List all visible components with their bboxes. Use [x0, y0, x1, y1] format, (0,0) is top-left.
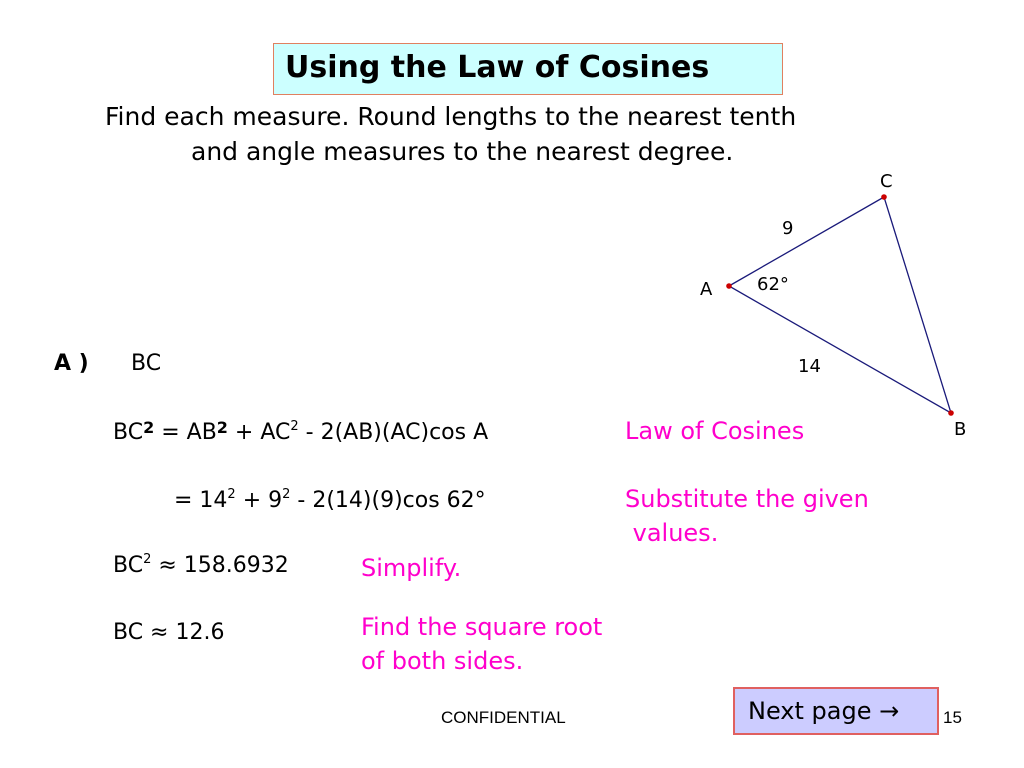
angle-label-a: 62° [757, 274, 789, 295]
step-2-note-line-1: Substitute the given [625, 485, 869, 513]
step-1-note: Law of Cosines [625, 417, 805, 445]
step-2-term-c: - 2(14)(9)cos 62° [290, 488, 486, 513]
step-2-exp-a: 2 [227, 487, 236, 502]
side-label-ac: 9 [782, 218, 794, 239]
part-label: A ) [54, 351, 89, 376]
step-1-term-b: = AB [154, 420, 217, 445]
step-1-exp-a: 2 [143, 418, 155, 437]
side-label-ab: 14 [798, 356, 821, 377]
step-2-note-line-2: values. [625, 519, 719, 547]
vertex-c-dot [881, 194, 887, 200]
triangle-abc [729, 197, 951, 413]
page-number: 15 [943, 708, 962, 727]
vertex-label-c: C [880, 171, 893, 192]
step-2-term-b: + 9 [235, 488, 283, 513]
vertex-label-b: B [954, 419, 967, 440]
step-1-equation [113, 420, 488, 445]
step-1-exp-b: 2 [216, 418, 228, 437]
step-3-term-b: ≈ 158.6932 [151, 553, 289, 578]
step-4-note-line-1: Find the square root [361, 613, 603, 641]
step-1-exp-c: 2 [290, 419, 299, 434]
step-3-term-a: BC [113, 553, 144, 578]
step-2-equation [174, 488, 486, 513]
step-3-equation [113, 553, 289, 578]
slide-title: Using the Law of Cosines [285, 50, 710, 85]
step-2-term-a: = 14 [174, 488, 228, 513]
confidential-label: CONFIDENTIAL [441, 708, 566, 727]
instructions-line-1: Find each measure. Round lengths to the nearest tenth [105, 102, 797, 131]
step-1-term-c: + AC [227, 420, 291, 445]
vertex-b-dot [948, 410, 954, 416]
instructions-line-2: and angle measures to the nearest degree. [191, 137, 734, 166]
step-3-note: Simplify. [361, 554, 462, 582]
step-2-exp-b: 2 [282, 487, 291, 502]
step-1-term-a: BC [113, 420, 144, 445]
step-4-note-line-2: of both sides. [361, 647, 524, 675]
next-page-button[interactable]: Next page → [733, 687, 939, 735]
step-4-equation: BC ≈ 12.6 [113, 620, 225, 645]
vertex-label-a: A [700, 279, 713, 300]
part-target: BC [131, 351, 162, 376]
step-1-term-d: - 2(AB)(AC)cos A [298, 420, 489, 445]
step-3-exp-a: 2 [143, 552, 152, 567]
vertex-a-dot [726, 283, 732, 289]
